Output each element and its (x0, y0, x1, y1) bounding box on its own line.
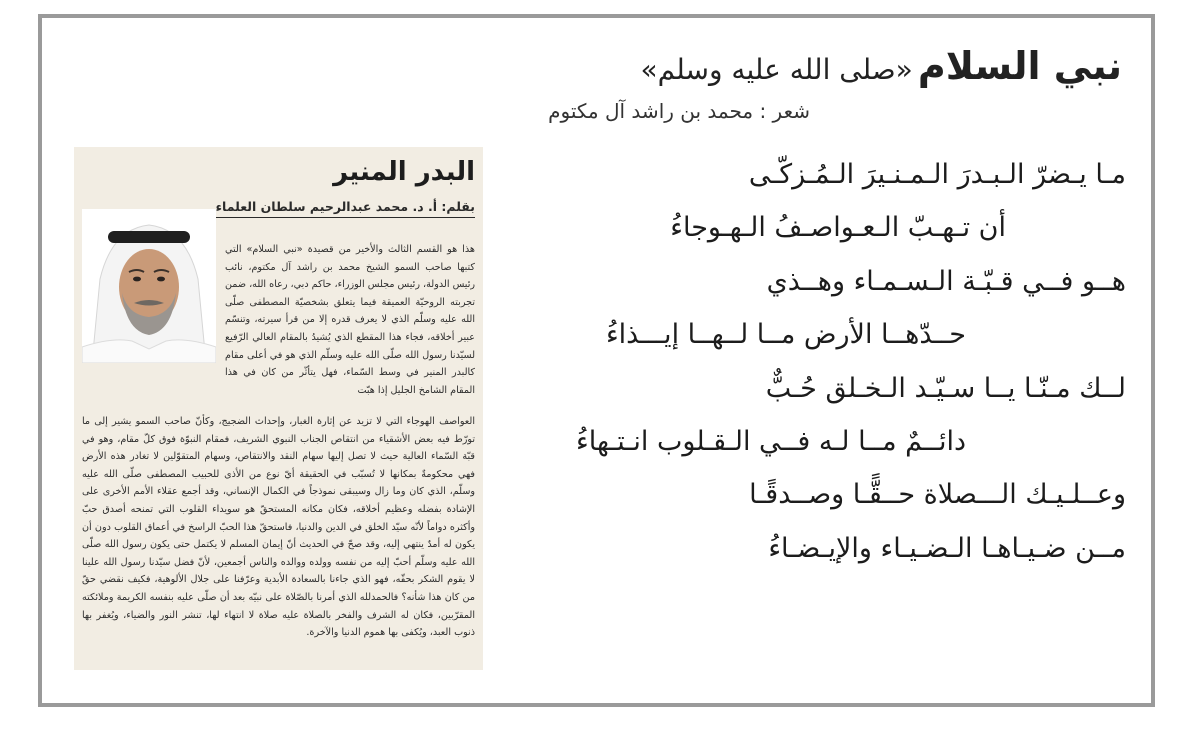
poem-verse: حــدّهــا الأرض مــا لــهــا إيـــذاءُ (605, 319, 966, 351)
author-portrait-icon (82, 209, 216, 363)
poem-verses (528, 148, 1126, 575)
poem-title (641, 44, 1122, 88)
sidebar-body-bottom: العواصف الهوجاء التي لا تزيد عن إثارة الغبار، وإحداث الضجيج، وكأنّ صاحب السمو يشير إلى ما تورّط فيه بعض الأشقياء من انتقاص الجناب النبوي الشريف، فمقام النبوّة فوق كلّ مقام، وهو في قبّة السّماء العالية حيث لا تصل إليها سهام النقد والانتقاص، وسهام المتقوّلين لا تغادر هذه الأرض فهي محكومةٌ بمكانها لا تُسبّب في الحقيقة أيّ نوع من الأذى للحبيب المصطفى صلّى الله عليه وسلّم، الذي كان وما زال وسيبقى نموذجاً في الكمال الإنساني، وقد أجمع عقلاء الأمم الأخرى على الإشادة بفضله وعظيم أخلاقه، فكان مكانه المستحقّ هو سويداء القلوب التي تمنحه أصدق حبّ وأكثره دواماً لأنّه سيّد الخلق في الدين والدنيا، فاستحقّ هذا الحبّ الراسخ في أعماق القلوب دون أن يكون له أمدٌ ينتهي إليه، وقد صحّ في الحديث أنّ إيمان المسلم لا يكتمل حتى يكون رسول الله صلّى الله عليه وسلّم أحبّ إليه من نفسه وولده ووالده والناس أجمعين، لأنّ فضل سيّدنا رسول الله علينا لا يقوم الشكر بحقّه، فهو الذي جاءنا بالسعادة الأبدية وعرّفنا على جلال الألوهية، فكيف نقضي حقّ من كان هذا شأنه؟ فالحمدلله الذي أمرنا بالصّلاة على نبيّه بعد أن صلّى عليه بنفسه الكريمة وملائكته المقرّبين، فكان له الشرف والفخر بالصلاة عليه صلاة لا انتهاء لها، تنشر النور والضياء، ويُغفر بها ذنوب العبد، ويُكفى بها هموم الدنيا والآخرة. (82, 416, 475, 639)
sidebar-body-top: هذا هو القسم الثالث والأخير من قصيدة «نبي السلام» التي كتبها صاحب السمو الشيخ محمد بن راشد آل مكتوم، نائب رئيس الدولة، رئيس مجلس الوزراء، حاكم دبي، رعاه الله، ضمن تجربته الروحيّة العميقة فيما يتعلق بشخصيّة المصطفى صلّى الله عليه وسلّم الذي لا يعرف قدره إلا من قرأ سيرته، وتنسّم عبير أخلاقه، فجاء هذا المقطع الذي يُشيدُ بالمقام العالي الرّفيع لسيّدنا رسول الله صلّى الله عليه وسلّم الذي هو في أعلى مقام كالبدر المنير في وسط السّماء، فهل يتأثّر من كان في هذا المقام الشامخ الجليل إذا هبّت (225, 244, 475, 396)
poem-verse: لــك مـنّـا يــا سـيّـد الـخـلق حُـبٌّ (765, 372, 1126, 404)
poem-verse: دائــمٌ مــا لـه فــي الـقـلوب انـتـهاءُ (576, 425, 966, 457)
poem-byline: شعر : محمد بن راشد آل مكتوم (548, 99, 810, 123)
poem-verse: مـا يـضرّ الـبـدرَ الـمـنـيرَ الـمُـزكّـى (748, 159, 1126, 190)
poem-verse: وعــلـيـك الـــصلاة حــقًّـا وصــدقًـا (749, 479, 1126, 511)
sidebar-title: البدر المنير (333, 157, 475, 187)
poem-title-sub: «صلى الله عليه وسلم» (640, 53, 913, 86)
poem-verse: مــن ضـيـاهـا الـضـيـاء والإيـضـاءُ (768, 532, 1126, 564)
poem-title-main: نبي السلام (917, 44, 1122, 88)
sidebar-author: بقلم: أ. د. محمد عبدالرحيم سلطان العلماء (216, 199, 475, 218)
poem-verse: هــو فــي قـبّـة الـسـمـاء وهــذي (766, 265, 1126, 297)
commentary-sidebar (74, 147, 483, 670)
poem-verse: أن تـهـبّ الـعـواصـفُ الـهـوجاءُ (670, 212, 1006, 244)
